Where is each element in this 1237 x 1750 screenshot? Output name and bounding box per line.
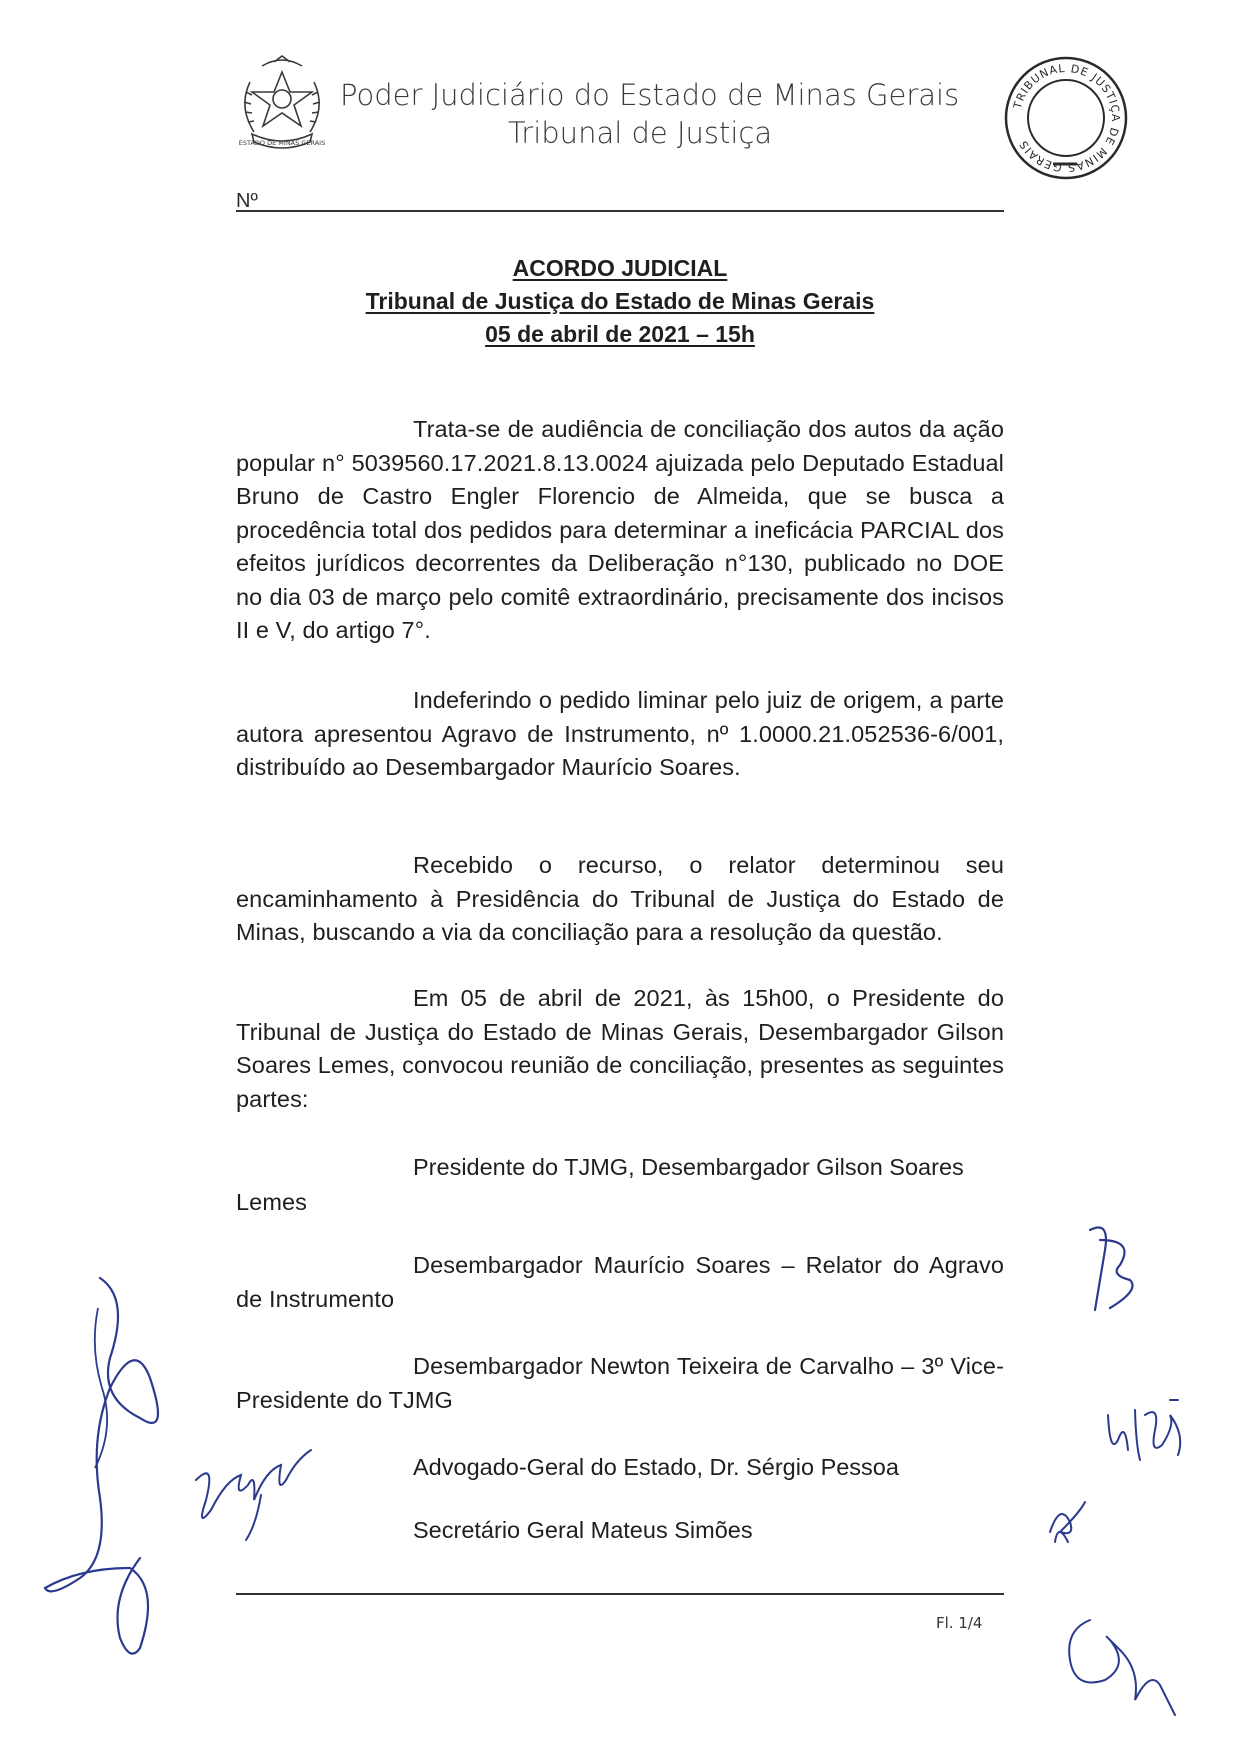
attendee-rapporteur: Desembargador Maurício Soares – Relator do Agravo de Instrumento (236, 1252, 1004, 1312)
paragraph-1: Trata-se de audiência de conciliação dos autos da ação popular n° 5039560.17.2021.8.13.0024 ajuizada pelo Deputado Estadual Bruno de Castro Engler Florencio de Almeida, que se busca a procedência total dos pedidos para determinar a ineficácia PARCIAL dos efeitos jurídicos decorrentes da Deliberação n°130, publicado no DOE no dia 03 de março pelo comitê extraordinário, precisamente dos incisos II e V, do artigo 7°. (236, 416, 1004, 643)
title-line-2: Tribunal de Justiça do Estado de Minas Gerais (365, 288, 875, 314)
paragraph-4: Em 05 de abril de 2021, às 15h00, o Presidente do Tribunal de Justiça do Estado de Minas Gerais, Desembargador Gilson Soares Lemes, convocou reunião de conciliação, presentes as seguintes partes: (236, 985, 1004, 1112)
signature-left-large (40, 1268, 180, 1668)
coat-of-arms-emblem (232, 52, 332, 156)
paragraph-2: Indeferindo o pedido liminar pelo juiz de origem, a parte autora apresentou Agravo de Instrumento, nº 1.0000.21.052536-6/001, distribuído ao Desembargador Maurício Soares. (236, 687, 1004, 780)
header-divider (236, 210, 1004, 212)
paragraph-3: Recebido o recurso, o relator determinou seu encaminhamento à Presidência do Tribunal de Justiça do Estado de Minas, buscando a via da conciliação para a resolução da questão. (236, 852, 1004, 945)
number-label: Nº (236, 190, 258, 212)
page-folio: Fl. 1/4 (936, 1614, 983, 1632)
title-line-1: ACORDO JUDICIAL (512, 255, 728, 281)
attendee-secretary-general: Secretário Geral Mateus Simões (413, 1517, 753, 1543)
stamp-text: TRIBUNAL DE JUSTIÇA DE MINAS GERAIS (1011, 61, 1123, 175)
document-title (236, 252, 1004, 351)
footer-divider (236, 1593, 1004, 1595)
signature-middle (186, 1440, 316, 1550)
coat-label: ESTADO DE MINAS GERAIS (238, 139, 326, 147)
header-line-2: Tribunal de Justiça (507, 116, 773, 150)
signature-right-initial-2 (1100, 1395, 1190, 1470)
title-line-3: 05 de abril de 2021 – 15h (485, 321, 755, 347)
institution-header (340, 76, 960, 152)
attendee-vice-president: Desembargador Newton Teixeira de Carvalho – 3º Vice-Presidente do TJMG (236, 1353, 1004, 1413)
attendee-president-cont: Lemes (236, 1189, 308, 1215)
attendee-president: Presidente do TJMG, Desembargador Gilson Soares (413, 1154, 964, 1180)
signature-right-initial-1 (1080, 1220, 1150, 1320)
attendee-attorney-general: Advogado-Geral do Estado, Dr. Sérgio Pessoa (413, 1454, 899, 1480)
header-line-1: Poder Judiciário do Estado de Minas Gerais (340, 78, 960, 112)
signature-right-bottom (1060, 1610, 1180, 1720)
court-stamp (1003, 55, 1129, 181)
signature-right-initial-3 (1040, 1492, 1090, 1552)
